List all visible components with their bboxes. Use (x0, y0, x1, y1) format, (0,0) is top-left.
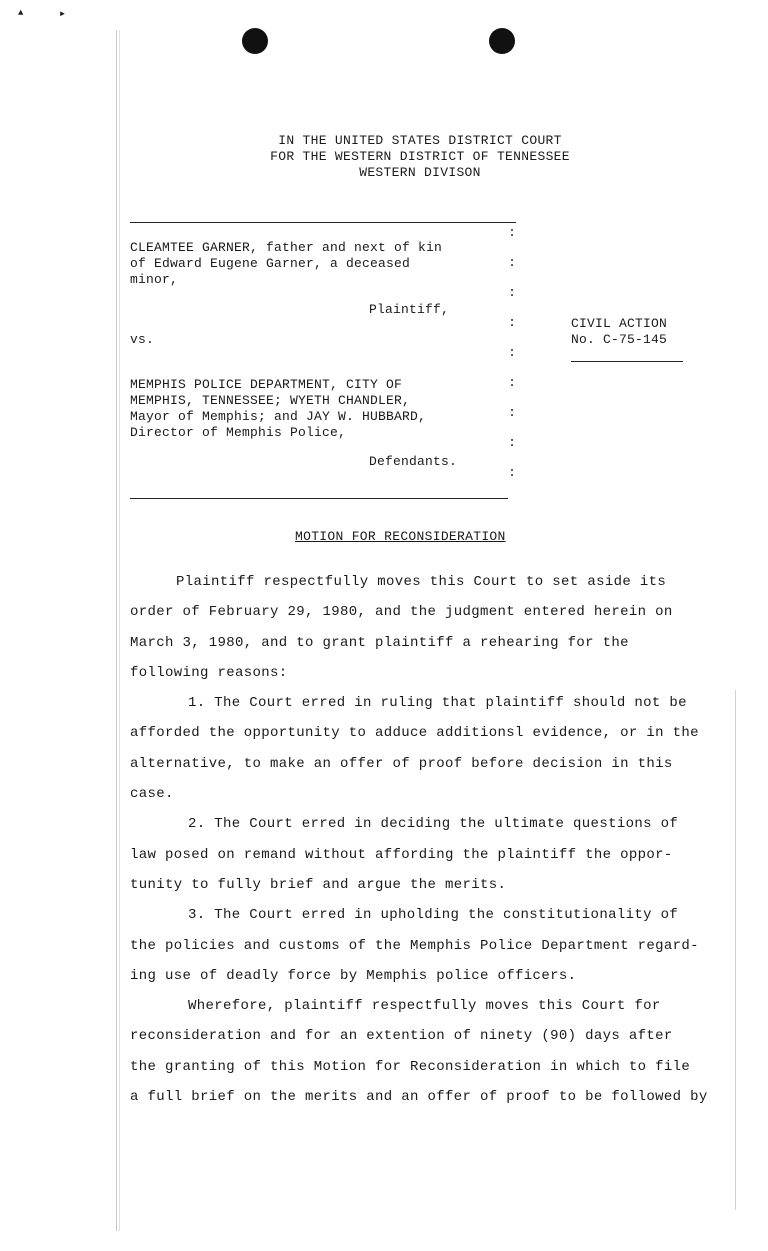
corner-mark-right: ► (60, 10, 65, 19)
plaintiff-line: of Edward Eugene Garner, a deceased (130, 256, 411, 271)
colon: : (508, 225, 516, 240)
reason-1-line: 1. The Court erred in ruling that plaintiff should not be (188, 695, 687, 712)
colon: : (508, 465, 516, 480)
reason-3-line: the policies and customs of the Memphis Police Department regard- (130, 937, 699, 954)
colon: : (508, 255, 516, 270)
intro-line: Plaintiff respectfully moves this Court to set aside its (176, 574, 667, 590)
court-line-2: FOR THE WESTERN DISTRICT OF TENNESSEE (270, 149, 570, 164)
plaintiff-line: minor, (130, 272, 179, 287)
defendant-label: Defendants. (369, 454, 458, 469)
reason-1-line: case. (130, 786, 174, 803)
colon: : (508, 405, 516, 420)
intro-line: March 3, 1980, and to grant plaintiff a rehearing for the (130, 634, 629, 651)
reason-1-line: afforded the opportunity to adduce additionsl evidence, or in the (130, 725, 699, 742)
civil-action-label: CIVIL ACTION (571, 316, 668, 331)
wherefore-line: reconsideration and for an extention of ninety (90) days after (130, 1028, 673, 1045)
caption-colon-column (505, 218, 519, 488)
defendant-line: MEMPHIS POLICE DEPARTMENT, CITY OF (130, 377, 403, 392)
court-heading (200, 133, 640, 181)
colon: : (508, 435, 516, 450)
case-number-rule (571, 361, 683, 362)
motion-title: MOTION FOR RECONSIDERATION (295, 529, 506, 544)
reason-2-line: 2. The Court erred in deciding the ultimate questions of (188, 816, 679, 833)
reason-3-line: ing use of deadly force by Memphis police officers. (130, 967, 577, 984)
wherefore-line: Wherefore, plaintiff respectfully moves this Court for (188, 998, 661, 1015)
plaintiff-party (130, 240, 510, 288)
wherefore-line: a full brief on the merits and an offer of proof to be followed by (130, 1089, 708, 1106)
punch-hole-right (489, 28, 515, 54)
left-margin-line-2 (119, 30, 120, 1231)
defendant-line: Director of Memphis Police, (130, 425, 347, 440)
left-margin-line (116, 30, 117, 1231)
caption-bottom-rule (130, 498, 508, 499)
reason-2-line: law posed on remand without affording the plaintiff the oppor- (130, 846, 673, 863)
civil-action-block (571, 316, 667, 348)
reason-1-line: alternative, to make an offer of proof before decision in this (130, 755, 673, 772)
reason-2-line: tunity to fully brief and argue the merits. (130, 876, 507, 893)
colon: : (508, 375, 516, 390)
motion-body (130, 567, 738, 1112)
defendant-line: MEMPHIS, TENNESSEE; WYETH CHANDLER, (130, 393, 411, 408)
versus-label: vs. (130, 332, 155, 347)
corner-mark-left: ▲ (18, 8, 24, 18)
defendant-line: Mayor of Memphis; and JAY W. HUBBARD, (130, 409, 427, 424)
colon: : (508, 345, 516, 360)
reason-3-line: 3. The Court erred in upholding the constitutionality of (188, 907, 679, 924)
case-number: No. C-75-145 (571, 332, 668, 347)
defendant-party (130, 377, 510, 441)
intro-line: following reasons: (130, 664, 288, 681)
intro-line: order of February 29, 1980, and the judgment entered herein on (130, 604, 673, 621)
punch-hole-left (242, 28, 268, 54)
colon: : (508, 315, 516, 330)
wherefore-line: the granting of this Motion for Reconsideration in which to file (130, 1058, 691, 1075)
colon: : (508, 285, 516, 300)
court-line-1: IN THE UNITED STATES DISTRICT COURT (278, 133, 562, 148)
plaintiff-line: CLEAMTEE GARNER, father and next of kin (130, 240, 443, 255)
plaintiff-label: Plaintiff, (369, 302, 450, 317)
court-line-3: WESTERN DIVISON (359, 165, 481, 180)
caption-top-rule (130, 222, 516, 223)
